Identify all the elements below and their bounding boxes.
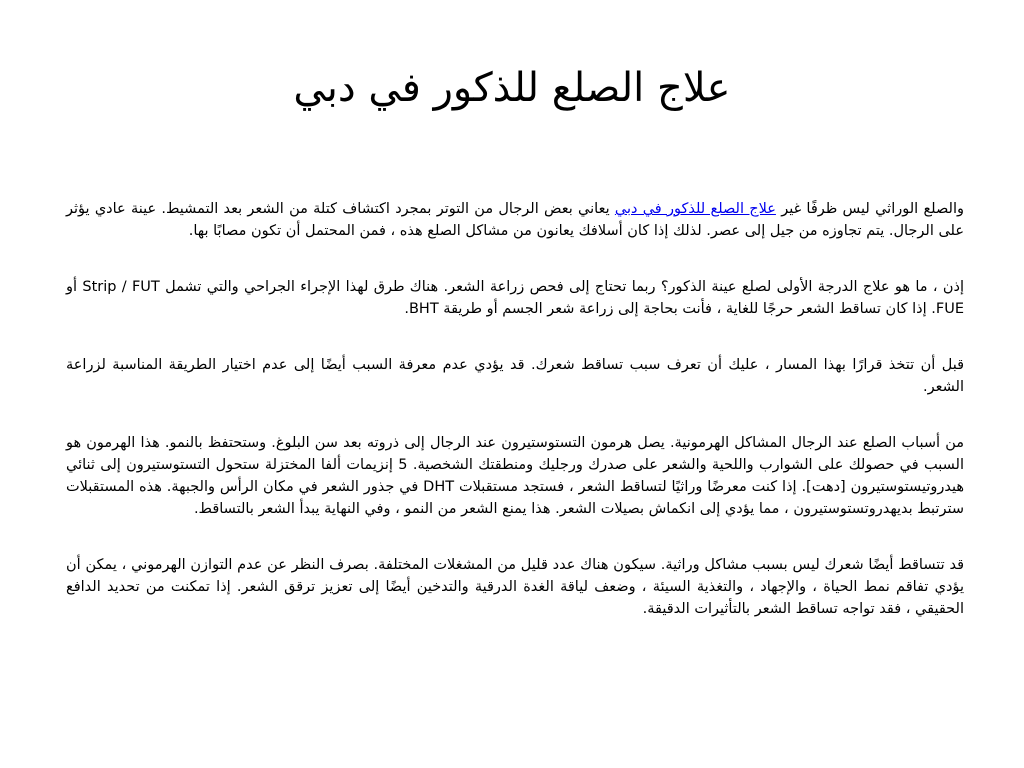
paragraph-1-text-before: والصلع الوراثي ليس ظرفًا غير xyxy=(775,201,964,217)
paragraph-1 xyxy=(66,198,964,242)
paragraph-1-text-after: يعاني بعض الرجال من التوتر بمجرد اكتشاف كتلة من الشعر بعد التمشيط. عينة عادي يؤثر على الرجال. يتم تجاوزه من جيل إلى عصر. لذلك إذا كان أسلافك يعانون من مشاكل الصلع هذه ، فمن المحتمل أن تكون مصابًا بها. xyxy=(66,201,964,239)
paragraph-5: قد تتساقط أيضًا شعرك ليس بسبب مشاكل وراثية. سيكون هناك عدد قليل من المشغلات المختلفة. بصرف النظر عن عدم التوازن الهرموني ، يمكن أن يؤدي تفاقم نمط الحياة ، والإجهاد ، والتغذية السيئة ، وضعف لياقة الغدة الدرقية والتدخين أيضًا إلى تعزيز ترقق الشعر. إذا تمكنت من تحديد الدافع الحقيقي ، فقد تواجه تساقط الشعر بالتأثيرات الدقيقة. xyxy=(66,557,964,617)
paragraph-2: إذن ، ما هو علاج الدرجة الأولى لصلع عينة الذكور؟ ربما تحتاج إلى فحص زراعة الشعر. هناك طرق لهذا الإجراء الجراحي والتي تشمل Strip / FUT أو FUE. إذا كان تساقط الشعر حرجًا للغاية ، فأنت بحاجة إلى زراعة شعر الجسم أو طريقة BHT. xyxy=(66,279,964,317)
slide-body xyxy=(66,198,964,654)
slide-title: علاج الصلع للذكور في دبي xyxy=(293,65,731,111)
hair-treatment-link[interactable]: علاج الصلع للذكور في دبي xyxy=(614,201,776,217)
paragraph-3: قبل أن تتخذ قرارًا بهذا المسار ، عليك أن تعرف سبب تساقط شعرك. قد يؤدي عدم معرفة السبب أيضًا إلى عدم اختيار الطريقة المناسبة لزراعة الشعر. xyxy=(66,357,964,395)
paragraph-4: من أسباب الصلع عند الرجال المشاكل الهرمونية. يصل هرمون التستوستيرون عند الرجال إلى ذروته بعد سن البلوغ. وستحتفظ بالنمو. هذا الهرمون هو السبب في حصولك على الشوارب واللحية والشعر على صدرك ورجليك ومنطقتك الشخصية. 5 إنزيمات ألفا المختزلة ستحول التستوستيرون إلى ثنائي هيدروتيستوستيرون [دهت]. إذا كنت معرضًا وراثيًا لتساقط الشعر ، فستجد مستقبلات DHT في جذور الشعر في مكان الرأس والجبهة. هذه المستقبلات سترتبط بديهدروتستوستيرون ، مما يؤدي إلى انكماش بصيلات الشعر. هذا يمنع الشعر من النمو ، وفي النهاية يبدأ الشعر بالتساقط. xyxy=(66,435,965,517)
